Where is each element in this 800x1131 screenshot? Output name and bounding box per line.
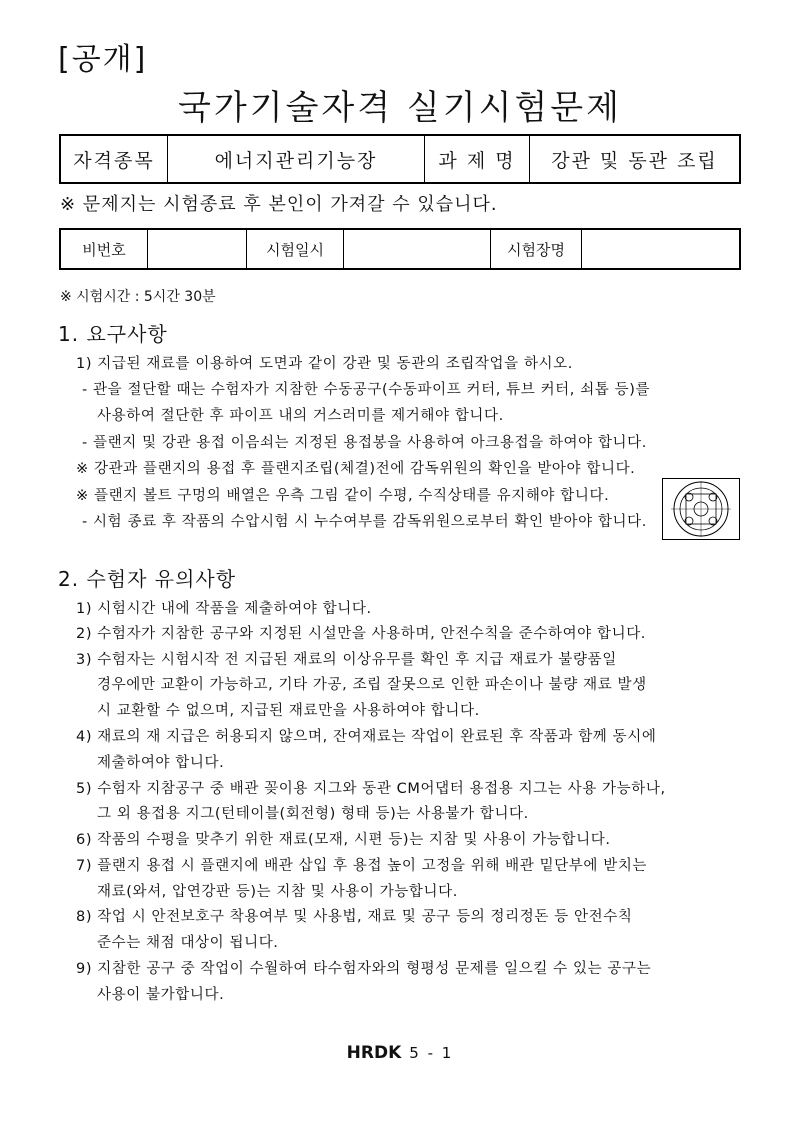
requirement-line: 1) 지급된 재료를 이용하여 도면과 같이 강관 및 동관의 조립작업을 하시오. xyxy=(76,356,573,372)
notice-line: 경우에만 교환이 가능하고, 기타 가공, 조립 잘못으로 인한 파손이나 불량 재료 발생 xyxy=(97,677,647,693)
requirement-line: ※ 플랜지 볼트 구멍의 배열은 우측 그림 같이 수평, 수직상태를 유지해야 합니다. xyxy=(76,488,610,504)
place-label: 시험장명 xyxy=(491,230,582,268)
notice-line: 제출하여야 합니다. xyxy=(97,755,225,771)
notice-line: 사용이 불가합니다. xyxy=(97,987,225,1003)
date-label: 시험일시 xyxy=(247,230,344,268)
notice-text: ※ 문제지는 시험종료 후 본인이 가져갈 수 있습니다. xyxy=(60,194,498,215)
notice-line: 5) 수험자 지참공구 중 배관 꽂이용 지그와 동관 CM어댑터 용접용 지그는 사용 가능하나, xyxy=(76,781,666,797)
task-label: 과 제 명 xyxy=(425,136,530,182)
section-heading: 2. 수험자 유의사항 xyxy=(58,567,237,591)
id-table xyxy=(59,228,741,270)
number-value[interactable] xyxy=(148,230,247,268)
page-number: 5 - 1 xyxy=(409,1044,454,1062)
notice-line: 2) 수험자가 지참한 공구와 지정된 시설만을 사용하며, 안전수칙을 준수하여야 합니다. xyxy=(76,626,647,642)
hrdk-logo: HRDK xyxy=(346,1043,402,1063)
requirement-line: - 플랜지 및 강관 용접 이음쇠는 지정된 용접봉을 사용하여 아크용접을 하여야 합니다. xyxy=(82,435,647,451)
flange-icon xyxy=(663,479,739,539)
notice-line: 4) 재료의 재 지급은 허용되지 않으며, 잔여재료는 작업이 완료된 후 작품과 함께 동시에 xyxy=(76,729,657,745)
notice-line: 그 외 용접용 지그(턴테이블(회전형) 형태 등)는 사용불가 합니다. xyxy=(97,806,529,822)
public-tag: [공개] xyxy=(58,42,148,77)
notice-line: 9) 지참한 공구 중 작업이 수월하여 타수험자와의 형평성 문제를 일으킬 수 있는 공구는 xyxy=(76,961,652,977)
requirement-line: 사용하여 절단한 후 파이프 내의 거스러미를 제거해야 합니다. xyxy=(97,408,504,424)
number-label: 비번호 xyxy=(61,230,148,268)
date-value[interactable] xyxy=(344,230,491,268)
info-table xyxy=(59,134,741,184)
qualification-label: 자격종목 xyxy=(61,136,168,182)
notice-line: 재료(와셔, 압연강판 등)는 지참 및 사용이 가능합니다. xyxy=(97,884,458,900)
notice-line: 7) 플랜지 용접 시 플랜지에 배관 삽입 후 용접 높이 고정을 위해 배관 밑단부에 받치는 xyxy=(76,858,648,874)
requirement-line: - 관을 절단할 때는 수험자가 지참한 수동공구(수동파이프 커터, 튜브 커터, 쇠톱 등)를 xyxy=(82,382,651,398)
qualification-value: 에너지관리기능장 xyxy=(168,136,425,182)
task-value: 강관 및 동관 조립 xyxy=(551,149,718,172)
requirement-line: ※ 강관과 플랜지의 용접 후 플랜지조립(체결)전에 감독위원의 확인을 받아야 합니다. xyxy=(76,461,636,477)
section-heading: 1. 요구사항 xyxy=(58,322,168,346)
exam-time: ※ 시험시간 : 5시간 30분 xyxy=(60,289,216,305)
place-value[interactable] xyxy=(582,230,739,268)
notice-line: 1) 시험시간 내에 작품을 제출하여야 합니다. xyxy=(76,601,372,617)
page-title: 국가기술자격 실기시험문제 xyxy=(178,88,622,128)
page-footer xyxy=(0,1043,800,1063)
notice-line: 준수는 채점 대상이 됩니다. xyxy=(97,935,279,951)
notice-line: 3) 수험자는 시험시작 전 지급된 재료의 이상유무를 확인 후 지급 재료가 불량품일 xyxy=(76,652,617,668)
notice-line: 시 교환할 수 없으며, 지급된 재료만을 사용하여야 합니다. xyxy=(97,703,480,719)
notice-line: 6) 작품의 수평을 맞추기 위한 재료(모재, 시편 등)는 지참 및 사용이 가능합니다. xyxy=(76,832,611,848)
notice-line: 8) 작업 시 안전보호구 착용여부 및 사용법, 재료 및 공구 등의 정리정돈 등 안전수칙 xyxy=(76,909,633,925)
flange-bolt-diagram xyxy=(662,478,740,540)
requirement-line: - 시험 종료 후 작품의 수압시험 시 누수여부를 감독위원으로부터 확인 받아야 합니다. xyxy=(82,514,647,530)
